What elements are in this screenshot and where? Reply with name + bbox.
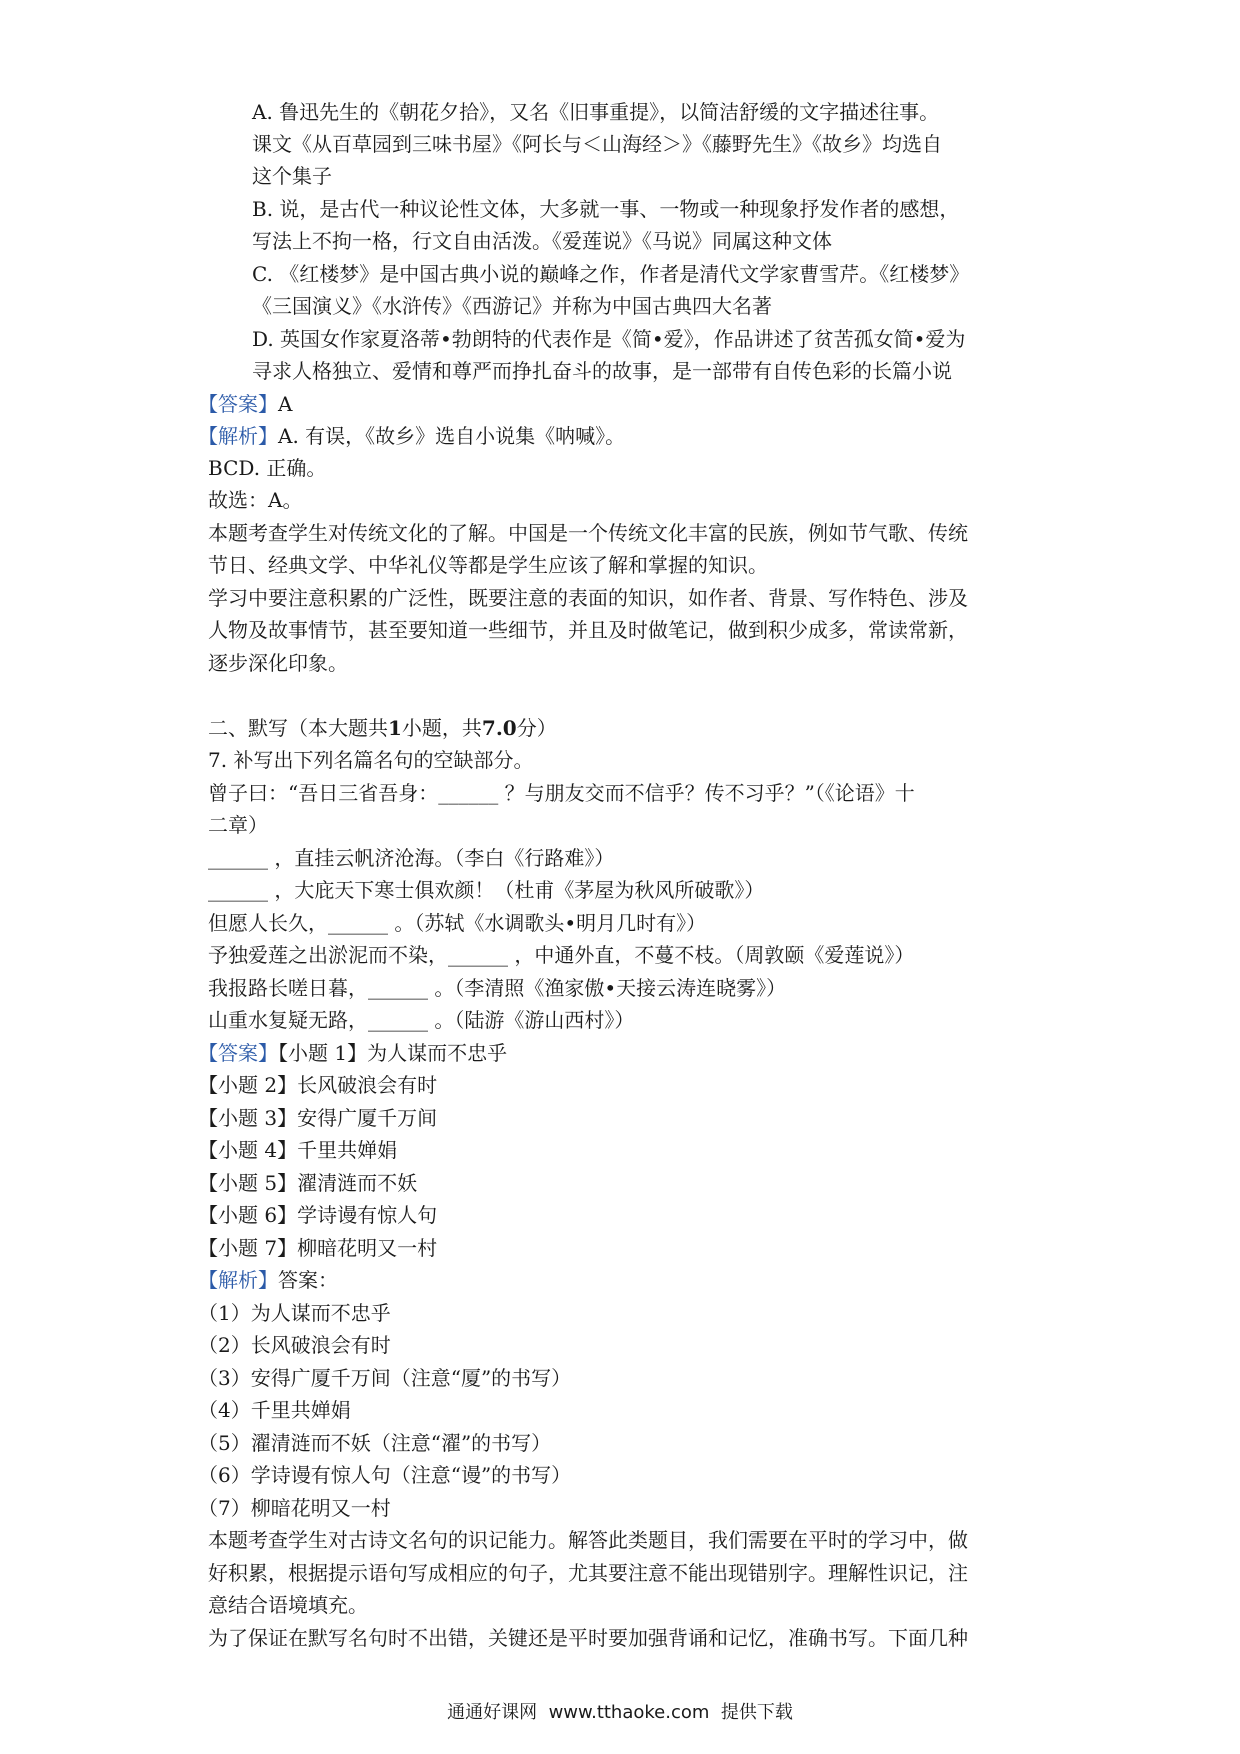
q6-analysis [198,420,625,452]
section-middle: 小题，共 [401,716,482,740]
q6-analysis-line: 人物及故事情节，甚至要知道一些细节，并且及时做笔记，做到积少成多，常读常新， [208,618,968,642]
q6-analysis-line: 本题考查学生对传统文化的了解。中国是一个传统文化丰富的民族，例如节气歌、传统 [208,521,968,545]
answer-tag: 【答案】 [198,1041,278,1065]
q6-analysis-line: 节日、经典文学、中华礼仪等都是学生应该了解和掌握的知识。 [208,553,768,577]
option-a-line-3: 这个集子 [252,164,332,188]
option-b-line-2: 写法上不拘一格，行文自由活泼。《爱莲说》《马说》同属这种文体 [252,229,832,253]
answer-tag: 【答案】 [198,392,278,416]
q7-answer [198,1037,507,1069]
q6-analysis-line: 故选：A。 [208,488,303,512]
footer-suffix: 提供下载 [720,1702,793,1723]
analysis-text: 答案： [278,1268,338,1292]
q7-answer-line: 【小题 6】学诗谩有惊人句 [198,1203,438,1227]
q6-analysis-line: 学习中要注意积累的广泛性，既要注意的表面的知识，如作者、背景、写作特色、涉及 [208,586,968,610]
q7-analysis-line: 意结合语境填充。 [208,1593,368,1617]
q7-analysis-line: （4）千里共婵娟 [198,1398,351,1422]
q7-answer-line: 【小题 5】濯清涟而不妖 [198,1171,418,1195]
q7-analysis-line: 本题考查学生对古诗文名句的识记能力。解答此类题目，我们需要在平时的学习中，做 [208,1528,968,1552]
answer-text: 【小题 1】为人谋而不忠乎 [278,1041,508,1065]
section-count: 1 [388,716,402,740]
q7-answer-line: 【小题 7】柳暗花明又一村 [198,1236,438,1260]
footer-site-name: 通通好课网 [447,1702,538,1723]
q7-analysis-line: 好积累，根据提示语句写成相应的句子，尤其要注意不能出现错别字。理解性识记，注 [208,1561,968,1585]
q7-stem-line: 曾子曰：“吾日三省吾身：______ ？与朋友交而不信乎？传不习乎？”（《论语》十 [208,781,915,805]
analysis-tag: 【解析】 [198,1268,278,1292]
q7-stem-line: 二章） [208,813,268,837]
q7-stem-line: 予独爱莲之出淤泥而不染，______ ，中通外直，不蔓不枝。（周敦颐《爱莲说》） [208,943,915,967]
q6-answer [198,388,292,420]
q7-stem-line: ______ ，大庇天下寒士俱欢颜！（杜甫《茅屋为秋风所破歌》） [208,878,765,902]
option-d-line-2: 寻求人格独立、爱情和尊严而挣扎奋斗的故事，是一部带有自传色彩的长篇小说 [252,359,952,383]
q7-stem-line: 但愿人长久，______ 。（苏轼《水调歌头•明月几时有》） [208,911,707,935]
q6-analysis-line: 逐步深化印象。 [208,651,348,675]
option-b-line-1: B. 说，是古代一种议论性文体，大多就一事、一物或一种现象抒发作者的感想， [252,197,960,221]
option-a-line-1: A. 鲁迅先生的《朝花夕拾》，又名《旧事重提》，以简洁舒缓的文字描述往事。 [252,100,940,124]
q7-analysis-line: （5）濯清涟而不妖（注意“濯”的书写） [198,1431,552,1455]
option-c-line-1: C. 《红楼梦》是中国古典小说的巅峰之作，作者是清代文学家曹雪芹。《红楼梦》 [252,262,970,286]
q7-stem-line: 7. 补写出下列名篇名句的空缺部分。 [208,748,534,772]
page-footer [0,1700,1240,1726]
analysis-text: A. 有误，《故乡》选自小说集《呐喊》。 [278,424,626,448]
q7-analysis-line: （2）长风破浪会有时 [198,1333,391,1357]
option-d-line-1: D. 英国女作家夏洛蒂•勃朗特的代表作是《简•爱》，作品讲述了贫苦孤女简•爱为 [252,327,966,351]
q7-stem-line: 山重水复疑无路，______ 。（陆游《游山西村》） [208,1008,635,1032]
q7-stem-line: ______ ，直挂云帆济沧海。（李白《行路难》） [208,846,615,870]
q7-analysis-line: 为了保证在默写名句时不出错，关键还是平时要加强背诵和记忆，准确书写。下面几种 [208,1626,968,1650]
q7-analysis-line: （1）为人谋而不忠乎 [198,1301,391,1325]
q7-analysis-line: （7）柳暗花明又一村 [198,1496,391,1520]
section-prefix: 二、默写（本大题共 [208,716,388,740]
footer-url[interactable]: www.tthaoke.com [548,1702,710,1723]
q7-analysis-line: （3）安得广厦千万间（注意“厦”的书写） [198,1366,572,1390]
q7-answer-line: 【小题 3】安得广厦千万间 [198,1106,438,1130]
q7-analysis [198,1264,338,1296]
analysis-tag: 【解析】 [198,424,278,448]
q6-analysis-line: BCD. 正确。 [208,456,327,480]
q7-analysis-line: （6）学诗谩有惊人句（注意“谩”的书写） [198,1463,572,1487]
answer-text: A [278,392,293,416]
q7-stem-line: 我报路长嗟日暮，______ 。（李清照《渔家傲•天接云涛连晓雾》） [208,976,787,1000]
section-heading [208,712,557,744]
option-a-line-2: 课文《从百草园到三味书屋》《阿长与＜山海经＞》《藤野先生》《故乡》均选自 [252,132,942,156]
option-c-line-2: 《三国演义》《水浒传》《西游记》并称为中国古典四大名著 [252,294,772,318]
section-score: 7.0 [481,716,517,740]
q7-answer-line: 【小题 2】长风破浪会有时 [198,1073,438,1097]
section-suffix: 分） [516,716,557,740]
q7-answer-line: 【小题 4】千里共婵娟 [198,1138,398,1162]
